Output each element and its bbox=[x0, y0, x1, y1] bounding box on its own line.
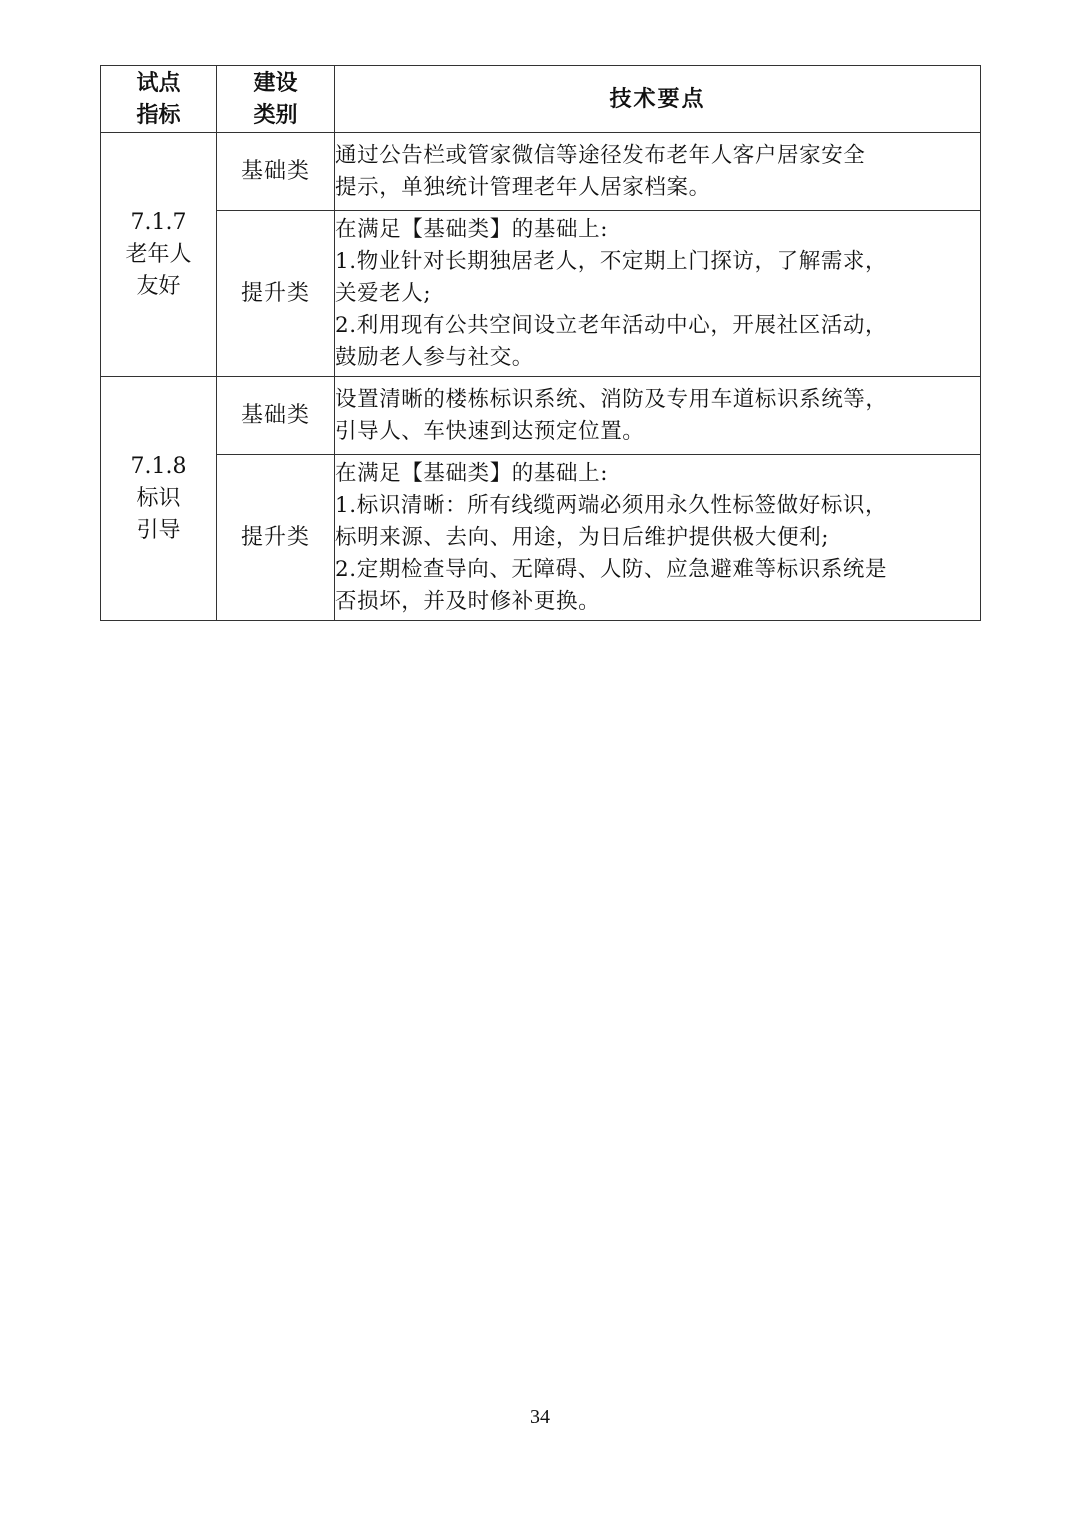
header-category bbox=[217, 66, 335, 133]
category-cell: 提升类 bbox=[217, 211, 335, 377]
header-indicator bbox=[101, 66, 217, 133]
table-row bbox=[101, 211, 981, 377]
indicator-line: 7.1.8 bbox=[130, 453, 187, 479]
table-row bbox=[101, 455, 981, 621]
header-category-line: 类别 bbox=[253, 102, 298, 128]
points-cell bbox=[335, 455, 981, 621]
points-line: 2.定期检查导向、无障碍、人防、应急避难等标识系统是 bbox=[335, 556, 888, 582]
points-line: 否损坏，并及时修补更换。 bbox=[335, 588, 601, 614]
category-cell: 基础类 bbox=[217, 377, 335, 455]
points-line: 通过公告栏或管家微信等途径发布老年人客户居家安全 bbox=[335, 142, 866, 168]
points-line: 在满足【基础类】的基础上: bbox=[335, 216, 609, 242]
indicator-line: 标识 bbox=[136, 485, 181, 511]
indicator-line: 老年人 bbox=[125, 241, 192, 267]
header-indicator-line: 试点 bbox=[136, 70, 181, 96]
points-cell bbox=[335, 133, 981, 211]
points-line: 标明来源、去向、用途，为日后维护提供极大便利; bbox=[335, 524, 830, 550]
table-row bbox=[101, 133, 981, 211]
points-line: 在满足【基础类】的基础上: bbox=[335, 460, 609, 486]
points-line: 提示，单独统计管理老年人居家档案。 bbox=[335, 174, 711, 200]
points-line: 引导人、车快速到达预定位置。 bbox=[335, 418, 645, 444]
points-line: 2.利用现有公共空间设立老年活动中心，开展社区活动， bbox=[335, 312, 888, 338]
indicator-cell-7-1-8 bbox=[101, 377, 217, 621]
points-cell bbox=[335, 211, 981, 377]
header-indicator-line: 指标 bbox=[136, 102, 181, 128]
category-cell: 提升类 bbox=[217, 455, 335, 621]
indicator-line: 引导 bbox=[136, 517, 181, 543]
technical-points-table bbox=[100, 65, 981, 621]
points-line: 关爱老人; bbox=[335, 280, 432, 306]
points-line: 鼓励老人参与社交。 bbox=[335, 344, 534, 370]
points-line: 设置清晰的楼栋标识系统、消防及专用车道标识系统等， bbox=[335, 386, 888, 412]
indicator-line: 7.1.7 bbox=[130, 209, 187, 235]
page-number: 34 bbox=[530, 1406, 550, 1428]
points-cell bbox=[335, 377, 981, 455]
header-technical-points: 技术要点 bbox=[335, 66, 981, 133]
points-line: 1.物业针对长期独居老人，不定期上门探访，了解需求， bbox=[335, 248, 888, 274]
points-line: 1.标识清晰：所有线缆两端必须用永久性标签做好标识， bbox=[335, 492, 888, 518]
table-row bbox=[101, 377, 981, 455]
category-cell: 基础类 bbox=[217, 133, 335, 211]
indicator-line: 友好 bbox=[136, 273, 181, 299]
header-category-line: 建设 bbox=[253, 70, 298, 96]
table-header-row bbox=[101, 66, 981, 133]
indicator-cell-7-1-7 bbox=[101, 133, 217, 377]
